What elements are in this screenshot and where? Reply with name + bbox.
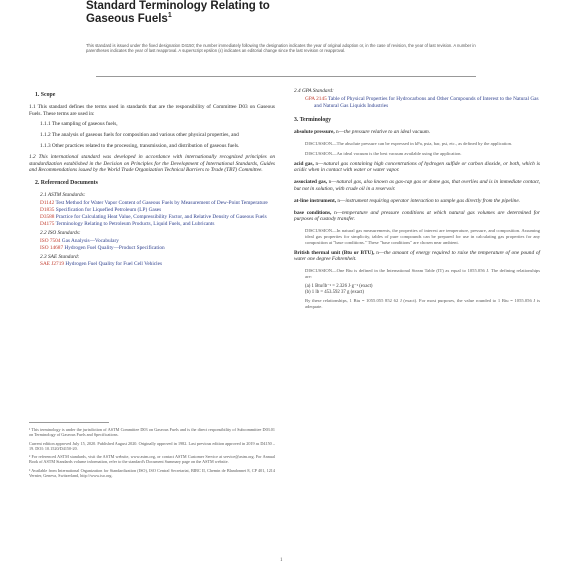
term-entry: [294, 161, 540, 175]
term-entry: [294, 129, 540, 136]
scope-1-1-1: 1.1.1 The sampling of gaseous fuels,: [40, 121, 118, 128]
reference-item[interactable]: [29, 214, 275, 221]
gpa-reference-list: [294, 96, 540, 110]
reference-item[interactable]: [29, 238, 275, 245]
term-part-of-speech: n—: [328, 179, 337, 186]
term-definition: instrument requiring operator interaction to sample gas directly from the pipeline.: [345, 197, 520, 204]
reference-item[interactable]: [29, 207, 275, 214]
term-name: at-line instrument,: [294, 197, 337, 204]
formula-a: (a) 1 Btu/lb⁻¹ = 2.326 J·g⁻¹ (exact): [305, 283, 373, 289]
reference-title: Practice for Calculating Heat Value, Compressibility Factor, and Relative Density of Gaseous Fuels: [55, 213, 267, 220]
reference-title: Specification for Liquefied Petroleum (LP) Gases: [55, 206, 162, 213]
terminology-heading: 3. Terminology: [294, 117, 332, 124]
reference-code: ISO 14687: [40, 244, 64, 251]
reference-title: Test Method for Water Vapor Content of Gaseous Fuels by Measurement of Dew-Point Temperature: [55, 199, 268, 206]
reference-code: SAE J2719: [40, 261, 64, 268]
reference-title: Gas Analysis—Vocabulary: [61, 237, 119, 244]
reference-item[interactable]: [29, 221, 275, 228]
term-name: absolute pressure,: [294, 129, 335, 136]
page-number: 1: [280, 558, 283, 563]
reference-item[interactable]: [29, 245, 275, 252]
left-column: [29, 92, 275, 268]
term-definition: the amount of energy required to raise the temperature of one pound of water one degree Fahrenheit.: [294, 249, 541, 263]
document-title: [86, 0, 486, 26]
footnote: ³ Available from International Organization for Standardization (ISO), ISO Central Secretariat, BIBC II, Chemin de Blandonnet 8, CP 401, 1214 Vernier, Geneva, Switzerland, http://www.iso.org.: [29, 467, 275, 479]
terms-list: [294, 129, 540, 280]
reference-title: Terminology Relating to Petroleum Products, Liquid Fuels, and Lubricants: [55, 221, 215, 228]
astm-reference-list: [29, 200, 275, 228]
term-part-of-speech: n—: [337, 197, 346, 204]
term-definition: the pressure relative to an ideal vacuum.: [344, 129, 431, 136]
reference-title: Hydrogen Fuel Quality for Fuel Cell Vehicles: [65, 261, 163, 268]
footnote-rule: [29, 422, 109, 423]
scope-heading: 1. Scope: [35, 92, 56, 98]
scope-1-1: 1.1 This standard defines the terms used in standards that are the responsibility of Committee D03 on Gaseous Fuels. These terms are used in:: [29, 103, 275, 117]
term-discussion: DISCUSSION—The absolute pressure can be expressed in kPa, psia, bar, psi, etc., as defined by the application.: [305, 140, 513, 146]
reference-item[interactable]: [29, 200, 275, 207]
term-discussion: DISCUSSION—One Btu is defined in the International Steam Table (IT) as equal to 1055.056 J. The defining relationships are:: [305, 268, 540, 279]
referenced-documents-heading: 2. Referenced Documents: [35, 180, 98, 187]
astm-standards-heading: 2.1 ASTM Standards:: [40, 191, 86, 198]
term-definition: natural gas, also known as gas-cap gas or dome gas, that overlies and is in immediate contact, but not in solution, with crude oil in a reservoir.: [294, 179, 541, 192]
term-name: base conditions,: [294, 209, 332, 216]
reference-title: Hydrogen Fuel Quality—Product Specification: [64, 244, 165, 251]
designation-preamble: This standard is issued under the fixed designation D4150; the number immediately following the designation indicates the year of original adoption or, in the case of revision, the year of last revision. A number in parentheses indicates the year of last reapproval. A superscript epsilon (ε) indicates an editorial change since the last revision or reapproval.: [86, 43, 476, 54]
term-discussion: DISCUSSION—In natural gas measurements, the properties of interest are temperature, pressure, and composition. Assuming ideal gas properties for simplicity, tables of pure compounds can be prepared for use in calculating gas properties for any composition at "base conditions." These "base conditions" are chosen near ambient.: [305, 228, 540, 245]
term-part-of-speech: n—: [376, 249, 385, 256]
sae-standard-heading: 2.3 SAE Standard:: [40, 253, 80, 260]
sae-reference-list: [29, 261, 275, 268]
footnotes: [29, 422, 275, 481]
term-entry: [294, 250, 540, 264]
term-discussion: DISCUSSION—An ideal vacuum is the best vacuum available using the application.: [305, 150, 462, 156]
reference-code: D4175: [40, 221, 55, 228]
term-part-of-speech: n—: [315, 160, 324, 167]
term-name: acid gas,: [294, 160, 314, 167]
term-part-of-speech: n—: [334, 209, 343, 216]
formula-b: (b) 1 lb = 453.592 37 g (exact): [305, 289, 364, 295]
term-name: British thermal unit (Btu or BTU),: [294, 249, 375, 256]
reference-code: D1142: [40, 199, 55, 206]
title-line-2: Gaseous Fuels: [86, 13, 168, 25]
term-entry: [294, 198, 540, 205]
iso-standards-heading: 2.2 ISO Standards:: [40, 229, 81, 236]
reference-item[interactable]: [29, 261, 275, 268]
header-divider: [96, 76, 476, 77]
term-part-of-speech: n—: [336, 129, 344, 136]
reference-code: D1835: [40, 206, 55, 213]
term-definition: temperature and pressure conditions at which natural gas volumes are determined for purposes of custody transfer.: [294, 209, 540, 223]
scope-1-1-2: 1.1.2 The analysis of gaseous fuels for composition and various other physical properties, and: [40, 132, 239, 139]
footnote: ¹ This terminology is under the jurisdiction of ASTM Committee D03 on Gaseous Fuels and is the direct responsibility of Subcommittee D03.01 on Terminology of Gaseous Fuels and Specifications.: [29, 427, 275, 438]
gpa-standard-heading: 2.4 GPA Standard:: [294, 88, 334, 94]
scope-1-2: 1.2 This international standard was developed in accordance with internationally recognized principles on standardization established in the Decision on Principles for the Development of International Standards, Guides and Recommendations issued by the World Trade Organization Technical Barriers to Trade (TBT) Committee.: [29, 153, 275, 174]
term-name: associated gas,: [294, 179, 328, 186]
reference-title: Table of Physical Properties for Hydrocarbons and Other Compounds of Interest to the Natural Gas and Natural Gas Liquids Industries: [314, 95, 539, 109]
term-entry: [294, 179, 540, 193]
footnote: ² For referenced ASTM standards, visit the ASTM website, www.astm.org, or contact ASTM Customer Service at service@astm.org. For Annual Book of ASTM Standards volume information, refer to the standard's Document Summary page on the ASTM website.: [29, 454, 275, 465]
reference-code: D3588: [40, 213, 55, 220]
reference-code: GPA 2145: [305, 95, 327, 102]
iso-reference-list: [29, 238, 275, 252]
term-entry: [294, 210, 540, 224]
scope-1-1-3: 1.1.3 Other practices related to the processing, transmission, and distribution of gaseous fuels.: [40, 142, 240, 149]
term-definition: natural gas containing high concentrations of hydrogen sulfide or carbon dioxide, or both, which is acidic when in contact with water or water vapor.: [294, 160, 540, 174]
title-footnote-marker: 1: [167, 12, 172, 20]
reference-item[interactable]: [294, 96, 540, 110]
title-line-1: Standard Terminology Relating to: [86, 0, 270, 12]
formula-note: By these relationships, 1 Btu = 1055.055 852 62 J (exact). For most purposes, the value rounded to 1 Btu = 1055.056 J is adequate.: [305, 298, 540, 309]
footnote: Current edition approved July 15, 2020. Published August 2020. Originally approved in 1982. Last previous edition approved in 2019 as D4150 – 19. DOI: 10.1520/D4150-20.: [29, 440, 275, 451]
reference-code: ISO 7504: [40, 237, 61, 244]
right-column: [294, 86, 540, 314]
